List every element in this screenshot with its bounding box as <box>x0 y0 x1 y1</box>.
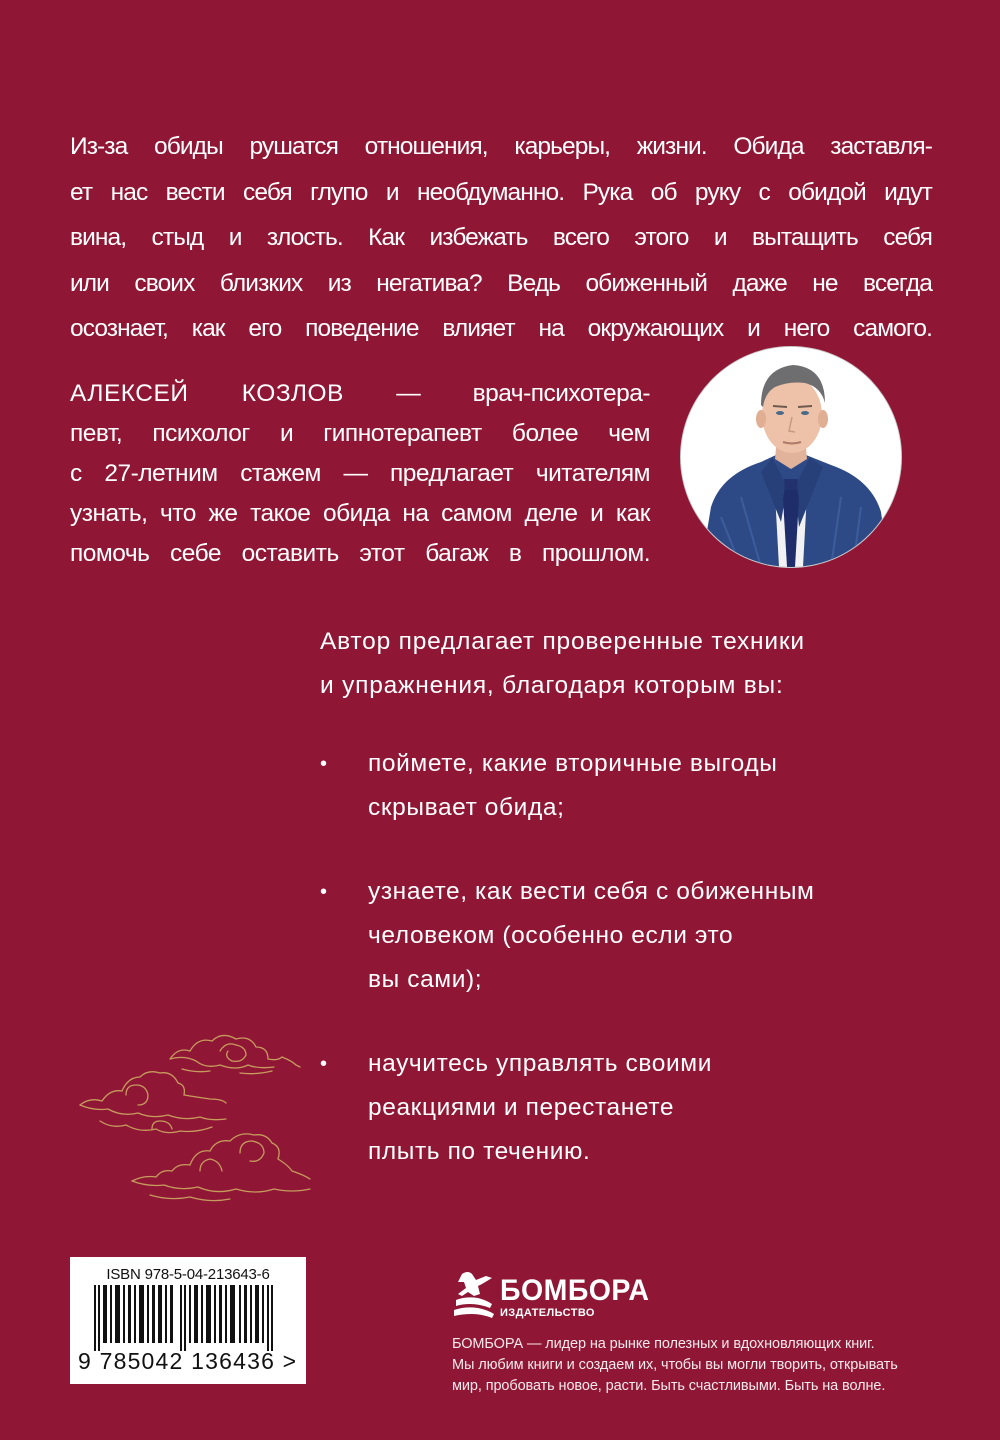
barcode-digits: 9 785042 136436 > <box>78 1348 298 1374</box>
author-bio-text: — врач-психотера- <box>396 380 650 407</box>
benefit-item <box>320 870 920 1002</box>
benefit-line: научитесь управлять своими <box>368 1050 712 1077</box>
author-bio-line <box>70 374 650 414</box>
author-portrait-icon <box>681 347 901 567</box>
author-bio-line: узнать, что же такое обида на самом деле и как <box>70 500 650 527</box>
benefit-line: плыть по течению. <box>368 1138 591 1165</box>
benefit-line: реакциями и перестанете <box>368 1094 675 1121</box>
publisher-name: БОМБОРА <box>500 1274 650 1307</box>
benefit-line: человеком (особенно если это <box>368 922 734 949</box>
author-name: АЛЕКСЕЙ КОЗЛОВ <box>70 380 344 407</box>
barcode-icon <box>82 1285 294 1351</box>
benefits-lead <box>320 620 880 708</box>
benefits-list <box>320 742 920 1214</box>
clouds-decoration-icon <box>60 1025 325 1215</box>
author-bio <box>70 374 650 574</box>
intro-paragraph <box>70 124 932 352</box>
publisher-blurb-line: Мы любим книги и создаем их, чтобы вы могли творить, открывать <box>452 1357 898 1373</box>
benefit-line: поймете, какие вторичные выгоды <box>368 750 778 777</box>
benefit-item <box>320 742 920 830</box>
intro-line: вина, стыд и злость. Как избежать всего этого и вытащить себя <box>70 224 932 251</box>
bullet-icon: • <box>320 1053 328 1075</box>
intro-line: или своих близких из негатива? Ведь обиженный даже не всегда <box>70 269 932 297</box>
intro-line: Из-за обиды рушатся отношения, карьеры, жизни. Обида заставля- <box>70 133 932 160</box>
author-bio-line: с 27-летним стажем — предлагает читателям <box>70 460 650 487</box>
benefits-lead-line: Автор предлагает проверенные техники <box>320 628 805 655</box>
bullet-icon: • <box>320 881 328 903</box>
benefit-line: вы сами); <box>368 966 483 993</box>
intro-line: осознает, как его поведение влияет на окружающих и него самого. <box>70 315 932 342</box>
bullet-icon: • <box>320 753 328 775</box>
benefits-lead-line: и упражнения, благодаря которым вы: <box>320 672 784 699</box>
publisher-blurb-line: мир, пробовать новое, расти. Быть счастливыми. Быть на волне. <box>452 1378 886 1394</box>
author-photo <box>681 347 901 567</box>
publisher-blurb-line: БОМБОРА — лидер на рынке полезных и вдохновляющих книг. <box>452 1336 875 1352</box>
author-bio-line: помочь себе оставить этот багаж в прошлом. <box>70 540 650 567</box>
benefit-line: скрывает обида; <box>368 794 565 821</box>
isbn-barcode <box>70 1257 306 1384</box>
benefit-item <box>320 1042 920 1174</box>
author-bio-line: певт, психолог и гипнотерапевт более чем <box>70 420 650 447</box>
intro-line: ет нас вести себя глупо и необдуманно. Рука об руку с обидой идут <box>70 178 932 206</box>
publisher-blurb <box>452 1334 922 1397</box>
bombora-logo-icon <box>452 1270 498 1320</box>
isbn-label: ISBN 978-5-04-213643-6 <box>106 1266 270 1283</box>
benefit-line: узнаете, как вести себя с обиженным <box>368 878 815 905</box>
publisher-subtitle: ИЗДАТЕЛЬСТВО <box>500 1307 595 1319</box>
